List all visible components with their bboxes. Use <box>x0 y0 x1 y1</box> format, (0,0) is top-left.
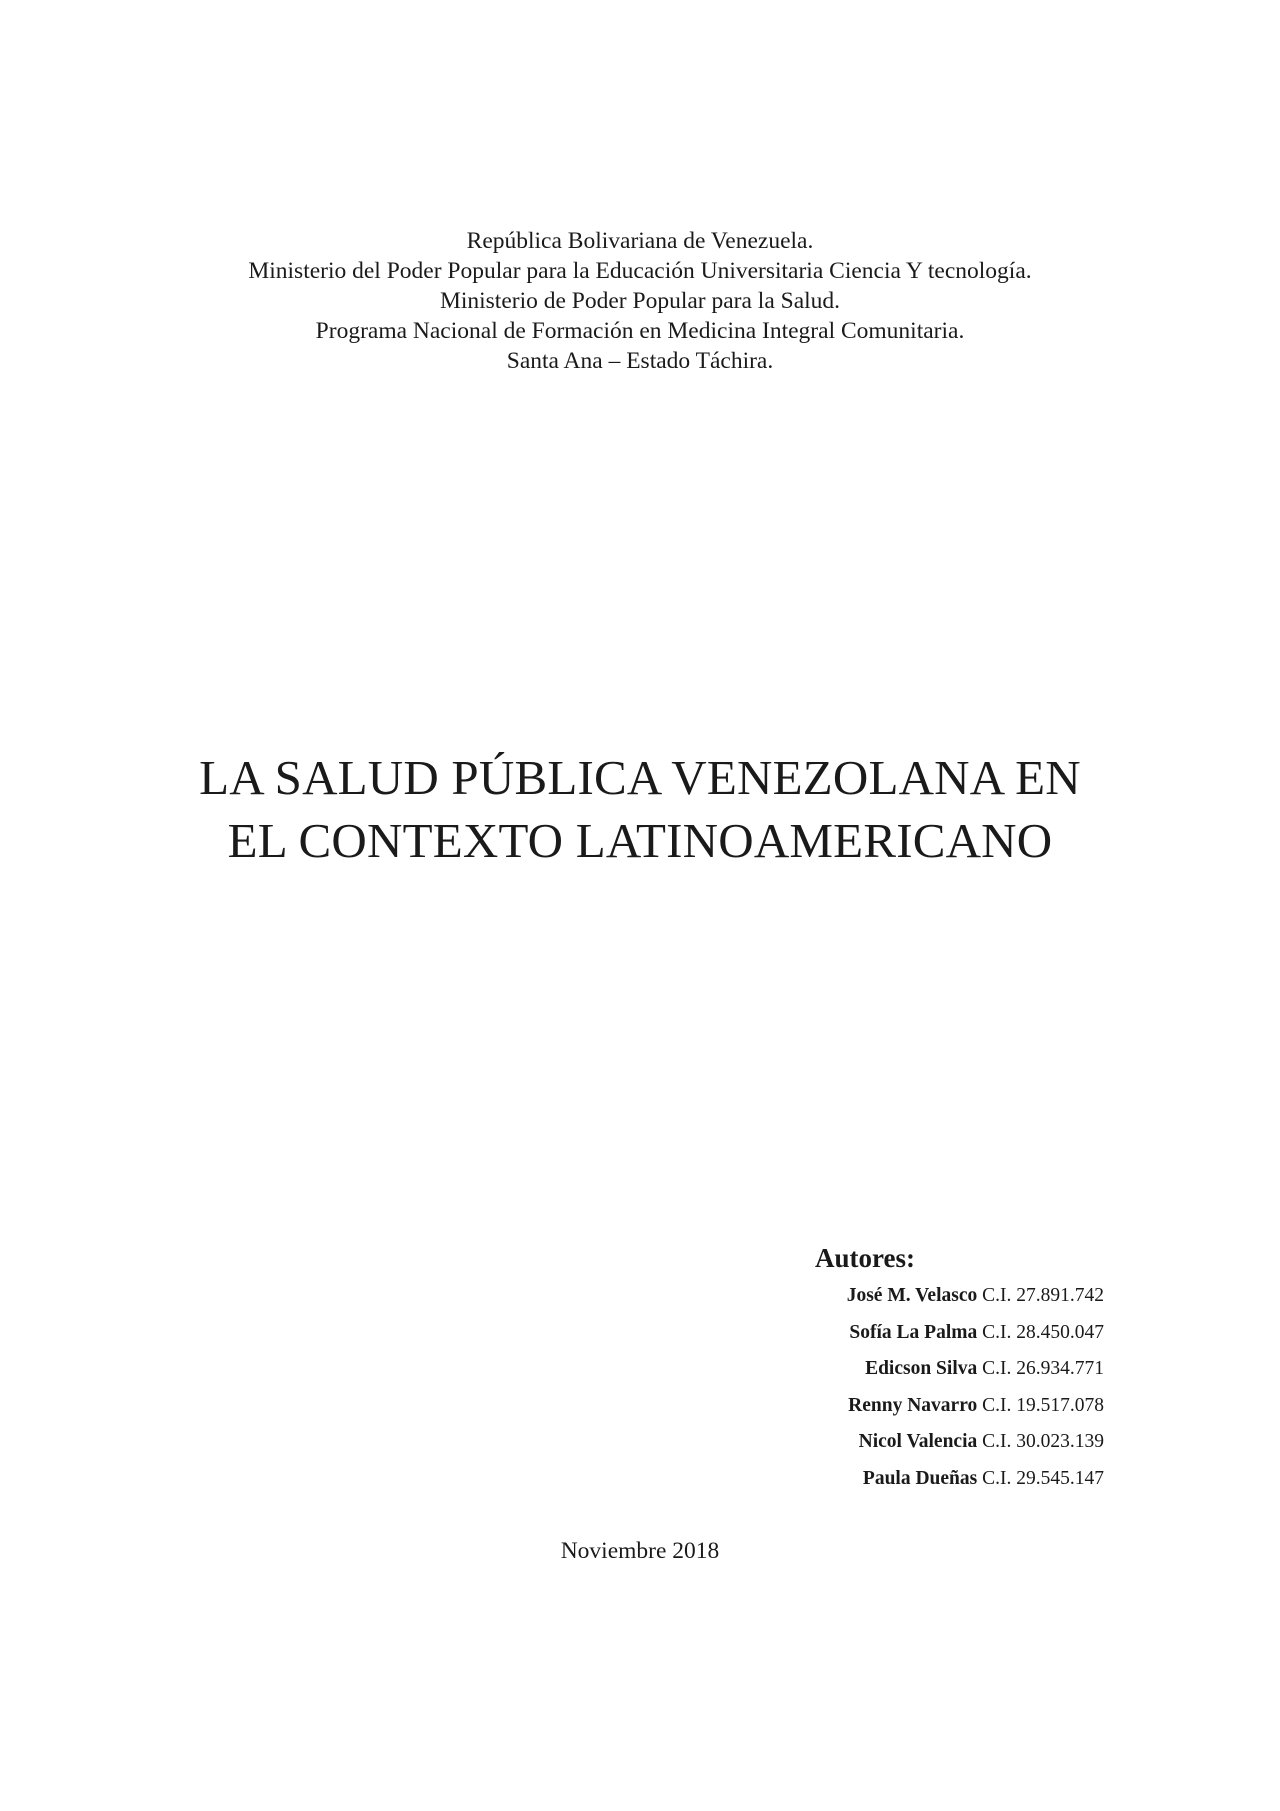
author-id: C.I. 27.891.742 <box>982 1285 1104 1306</box>
authors-list <box>847 1278 1104 1498</box>
title-line-2: EL CONTEXTO LATINOAMERICANO <box>227 813 1053 868</box>
author-name: Edicson Silva <box>865 1358 978 1380</box>
document-date: Noviembre 2018 <box>560 1538 720 1564</box>
author-id: C.I. 26.934.771 <box>982 1358 1104 1380</box>
author-entry <box>847 1315 1104 1352</box>
institution-header <box>0 226 1280 376</box>
author-entry <box>847 1351 1104 1388</box>
author-name: Renny Navarro <box>848 1394 978 1416</box>
author-id: C.I. 29.545.147 <box>982 1467 1104 1489</box>
author-entry <box>847 1424 1104 1461</box>
header-line-ministry-health: Ministerio de Poder Popular para la Salud. <box>439 288 841 314</box>
author-entry <box>847 1388 1104 1425</box>
title-line-1: LA SALUD PÚBLICA VENEZOLANA EN <box>199 750 1081 805</box>
author-id: C.I. 30.023.139 <box>982 1431 1104 1453</box>
header-line-republic: República Bolivariana de Venezuela. <box>466 228 814 254</box>
author-entry <box>847 1461 1104 1498</box>
header-line-program: Programa Nacional de Formación en Medicina Integral Comunitaria. <box>315 318 965 344</box>
author-name: José M. Velasco <box>846 1285 978 1306</box>
document-title <box>0 746 1280 872</box>
author-name: Sofía La Palma <box>849 1321 978 1343</box>
authors-heading: Autores: <box>815 1243 915 1273</box>
author-id: C.I. 19.517.078 <box>982 1394 1104 1416</box>
author-id: C.I. 28.450.047 <box>982 1321 1104 1343</box>
author-name: Paula Dueñas <box>862 1467 978 1489</box>
author-name: Nicol Valencia <box>858 1431 978 1453</box>
author-entry <box>847 1278 1104 1315</box>
header-line-location: Santa Ana – Estado Táchira. <box>506 348 774 374</box>
header-line-ministry-education: Ministerio del Poder Popular para la Educación Universitaria Ciencia Y tecnología. <box>248 258 1032 284</box>
